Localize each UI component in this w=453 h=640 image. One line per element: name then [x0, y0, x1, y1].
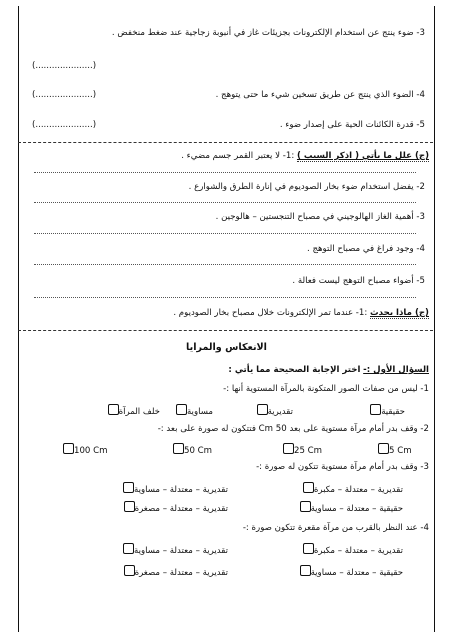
part-a-q5-answer[interactable]: (.....................) — [32, 120, 97, 130]
answer-line — [34, 233, 416, 234]
checkbox[interactable] — [370, 404, 381, 415]
section-divider — [18, 142, 433, 143]
checkbox[interactable] — [300, 565, 311, 576]
checkbox[interactable] — [108, 404, 119, 415]
mcq-2-option-2[interactable]: 25 Cm — [280, 443, 322, 456]
mcq-3-option-4[interactable]: تقديرية – معتدلة – مصغرة — [121, 501, 228, 514]
mcq-3-question: 3- وقف بدر أمام مرآة مستوية تتكون له صورة :- — [256, 462, 429, 472]
checkbox[interactable] — [63, 443, 74, 454]
mcq-3-option-1[interactable]: تقديرية – معتدلة – مكبرة — [300, 482, 403, 495]
question-label: السؤال الأول :- — [363, 365, 429, 375]
checkbox[interactable] — [123, 543, 134, 554]
section-title: الانعكاس والمرايا — [186, 342, 267, 353]
checkbox[interactable] — [257, 404, 268, 415]
checkbox[interactable] — [123, 482, 134, 493]
part-b-q1: :1- لا يعتبر القمر جسم مضيء . — [181, 151, 295, 161]
checkbox[interactable] — [283, 443, 294, 454]
checkbox[interactable] — [303, 543, 314, 554]
answer-line — [34, 297, 416, 298]
mcq-4-option-3[interactable]: حقيقية – معتدلة – مساوية — [297, 565, 403, 578]
mcq-4-question: 4- عند النظر بالقرب من مرآة مقعرة تتكون صورة :- — [242, 523, 429, 533]
question-instruction: اختر الإجابة الصحيحة مما يأتي : — [228, 365, 361, 375]
part-c-heading: (ج) ماذا يحدث — [370, 308, 429, 318]
part-b-q2: 2- يفضل استخدام ضوء بخار الصوديوم في إنارة الطرق والشوارع . — [188, 182, 425, 192]
checkbox[interactable] — [124, 565, 135, 576]
mcq-3-option-2[interactable]: تقديرية – معتدلة – مساوية — [120, 482, 228, 495]
part-b-q3: 3- أهمية الغاز الهالوجيني في مصباح التنجستين – هالوجين . — [215, 212, 425, 222]
answer-line — [34, 202, 416, 203]
checkbox[interactable] — [378, 443, 389, 454]
part-b-q5: 5- أضواء مصباح التوهج ليست فعالة . — [292, 276, 425, 286]
mcq-1-option-3[interactable]: مساوية — [173, 404, 213, 417]
question-header — [228, 365, 429, 375]
answer-line — [34, 172, 416, 173]
part-c-header — [173, 308, 429, 318]
checkbox[interactable] — [300, 501, 311, 512]
part-a-q3: 3- ضوء ينتج عن استخدام الإلكترونات بجزيئات غاز في أنبوبة زجاجية عند ضغط منخفض . — [111, 28, 425, 38]
mcq-2-question: 2- وقف بدر أمام مرآة مستوية على بعد 50 Cm فتتكون له صورة على بعد :- — [157, 424, 429, 434]
part-b-heading: (ج) علل ما يأتي ( اذكر السبب ) — [296, 151, 429, 161]
mcq-4-option-1[interactable]: تقديرية – معتدلة – مكبرة — [300, 543, 403, 556]
part-a-q3-answer[interactable]: (.....................) — [32, 61, 97, 71]
part-a-q4-answer[interactable]: (.....................) — [32, 90, 97, 100]
mcq-4-option-2[interactable]: تقديرية – معتدلة – مساوية — [120, 543, 228, 556]
mcq-4-option-4[interactable]: تقديرية – معتدلة – مصغرة — [121, 565, 228, 578]
mcq-1-option-4[interactable]: خلف المرآة — [105, 404, 160, 417]
mcq-2-option-3[interactable]: 50 Cm — [170, 443, 212, 456]
part-a-q4: 4- الضوء الذي ينتج عن طريق تسخين شيء ما حتى يتوهج . — [215, 90, 425, 100]
checkbox[interactable] — [173, 443, 184, 454]
part-c-q1: :1- عندما تمر الإلكترونات خلال مصباح بخار الصوديوم . — [173, 308, 368, 318]
answer-line — [34, 264, 416, 265]
part-b-q4: 4- وجود فراغ في مصباح التوهج . — [307, 244, 425, 254]
part-a-q5: 5- قدرة الكائنات الحية على إصدار ضوء . — [279, 120, 425, 130]
mcq-1-option-2[interactable]: تقديرية — [254, 404, 293, 417]
mcq-1-question: 1- ليس من صفات الصور المتكونة بالمرآة المستوية أنها :- — [223, 384, 429, 394]
mcq-3-option-3[interactable]: حقيقية – معتدلة – مساوية — [297, 501, 403, 514]
section-divider — [18, 330, 433, 331]
checkbox[interactable] — [303, 482, 314, 493]
mcq-2-option-4[interactable]: 100 Cm — [60, 443, 108, 456]
mcq-1-option-1[interactable]: حقيقية — [367, 404, 405, 417]
part-b-header — [181, 151, 429, 161]
mcq-2-option-1[interactable]: 5 Cm — [375, 443, 412, 456]
checkbox[interactable] — [176, 404, 187, 415]
checkbox[interactable] — [124, 501, 135, 512]
